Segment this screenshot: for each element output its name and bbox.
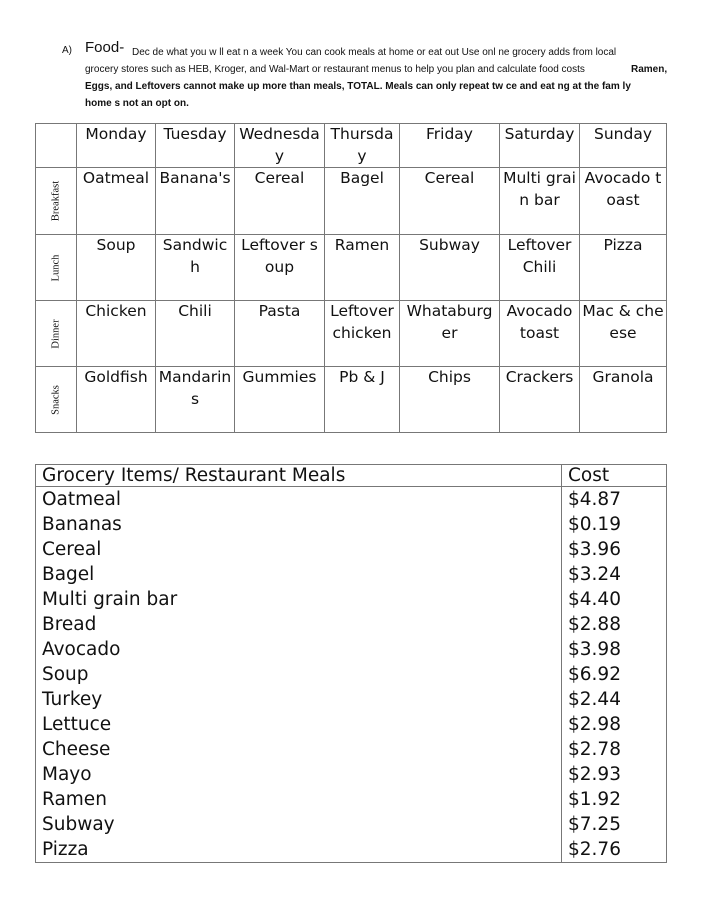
meal-cell: Whataburger: [400, 301, 500, 367]
grocery-cost: $3.24: [562, 562, 667, 587]
breakfast-row: [36, 168, 667, 235]
grocery-cost: $1.92: [562, 787, 667, 812]
meal-cell: Mac & cheese: [580, 301, 667, 367]
dinner-label: Dinner: [50, 318, 62, 349]
grocery-cost: $2.98: [562, 712, 667, 737]
instructions-line-4: home s not an opt on.: [85, 98, 189, 109]
grocery-item: Bananas: [36, 512, 562, 537]
lunch-row: [36, 235, 667, 301]
grocery-table: [35, 464, 667, 863]
meal-cell: Goldfish: [77, 367, 156, 433]
dinner-row: [36, 301, 667, 367]
instructions-line-2: grocery stores such as HEB, Kroger, and Wal-Mart or restaurant menus to help you plan and calculate food costs: [85, 64, 585, 75]
meal-cell: Chicken: [77, 301, 156, 367]
meal-cell: Cereal: [400, 168, 500, 235]
row-label-cell: [36, 235, 77, 301]
meal-cell: Crackers: [500, 367, 580, 433]
instructions-line-3: Eggs, and Leftovers cannot make up more than meals, TOTAL. Meals can only repeat tw ce and eat ng at the fam ly: [85, 81, 631, 92]
snacks-label: Snacks: [50, 384, 62, 415]
grocery-row: [36, 637, 667, 662]
grocery-row: [36, 837, 667, 863]
corner-cell: [36, 124, 77, 168]
section-title: Food-: [85, 39, 125, 56]
grocery-item: Avocado: [36, 637, 562, 662]
grocery-row: [36, 687, 667, 712]
meal-cell: Multi grain bar: [500, 168, 580, 235]
grocery-cost: $7.25: [562, 812, 667, 837]
breakfast-label: Breakfast: [50, 180, 62, 222]
meal-plan-table: [35, 123, 667, 433]
grocery-cost: $2.78: [562, 737, 667, 762]
meal-cell: Pb & J: [325, 367, 400, 433]
row-label-cell: [36, 367, 77, 433]
meal-cell: Banana's: [156, 168, 235, 235]
grocery-item: Mayo: [36, 762, 562, 787]
grocery-cost: $4.40: [562, 587, 667, 612]
grocery-item: Bagel: [36, 562, 562, 587]
instructions-header: [62, 41, 672, 111]
section-marker: A): [62, 45, 72, 56]
day-header: Thursday: [325, 124, 400, 168]
grocery-row: [36, 512, 667, 537]
grocery-item: Ramen: [36, 787, 562, 812]
meal-cell: Soup: [77, 235, 156, 301]
day-header: Sunday: [580, 124, 667, 168]
grocery-cost: $3.98: [562, 637, 667, 662]
meal-cell: Bagel: [325, 168, 400, 235]
grocery-item: Oatmeal: [36, 487, 562, 513]
grocery-item: Pizza: [36, 837, 562, 863]
meal-cell: Gummies: [235, 367, 325, 433]
grocery-item: Cheese: [36, 737, 562, 762]
grocery-cost: $0.19: [562, 512, 667, 537]
grocery-row: [36, 562, 667, 587]
grocery-item: Turkey: [36, 687, 562, 712]
grocery-row: [36, 537, 667, 562]
grocery-item: Bread: [36, 612, 562, 637]
grocery-row: [36, 737, 667, 762]
grocery-item: Subway: [36, 812, 562, 837]
day-header: Friday: [400, 124, 500, 168]
grocery-cost: $2.88: [562, 612, 667, 637]
grocery-row: [36, 762, 667, 787]
meal-cell: Subway: [400, 235, 500, 301]
meal-cell: Leftover Chili: [500, 235, 580, 301]
grocery-item-header: Grocery Items/ Restaurant Meals: [36, 465, 562, 487]
meal-cell: Cereal: [235, 168, 325, 235]
grocery-cost: $2.44: [562, 687, 667, 712]
meal-cell: Sandwich: [156, 235, 235, 301]
meal-cell: Granola: [580, 367, 667, 433]
grocery-cost: $2.93: [562, 762, 667, 787]
instructions-line-2-bold: Ramen,: [631, 64, 668, 75]
grocery-row: [36, 812, 667, 837]
grocery-row: [36, 787, 667, 812]
grocery-cost: $2.76: [562, 837, 667, 863]
day-header: Monday: [77, 124, 156, 168]
grocery-item: Cereal: [36, 537, 562, 562]
meal-cell: Chili: [156, 301, 235, 367]
grocery-row: [36, 587, 667, 612]
meal-cell: Ramen: [325, 235, 400, 301]
grocery-cost: $4.87: [562, 487, 667, 513]
meal-cell: Mandarins: [156, 367, 235, 433]
grocery-item: Lettuce: [36, 712, 562, 737]
grocery-item: Multi grain bar: [36, 587, 562, 612]
meal-cell: Leftover soup: [235, 235, 325, 301]
grocery-header-row: [36, 465, 667, 487]
grocery-item: Soup: [36, 662, 562, 687]
lunch-label: Lunch: [50, 254, 62, 281]
meal-cell: Avocado toast: [500, 301, 580, 367]
grocery-cost: $6.92: [562, 662, 667, 687]
grocery-cost: $3.96: [562, 537, 667, 562]
row-label-cell: [36, 301, 77, 367]
grocery-row: [36, 487, 667, 513]
day-header: Wednesday: [235, 124, 325, 168]
meal-cell: Chips: [400, 367, 500, 433]
day-header: Tuesday: [156, 124, 235, 168]
snacks-row: [36, 367, 667, 433]
grocery-row: [36, 612, 667, 637]
meal-cell: Leftover chicken: [325, 301, 400, 367]
row-label-cell: [36, 168, 77, 235]
instructions-line-1: Dec de what you w ll eat n a week You can cook meals at home or eat out Use onl ne grocery adds from local: [132, 47, 617, 58]
day-header: Saturday: [500, 124, 580, 168]
meal-cell: Pasta: [235, 301, 325, 367]
meal-cell: Avocado toast: [580, 168, 667, 235]
meal-cell: Oatmeal: [77, 168, 156, 235]
grocery-row: [36, 712, 667, 737]
grocery-cost-header: Cost: [562, 465, 667, 487]
meal-plan-header-row: [36, 124, 667, 168]
meal-cell: Pizza: [580, 235, 667, 301]
grocery-row: [36, 662, 667, 687]
